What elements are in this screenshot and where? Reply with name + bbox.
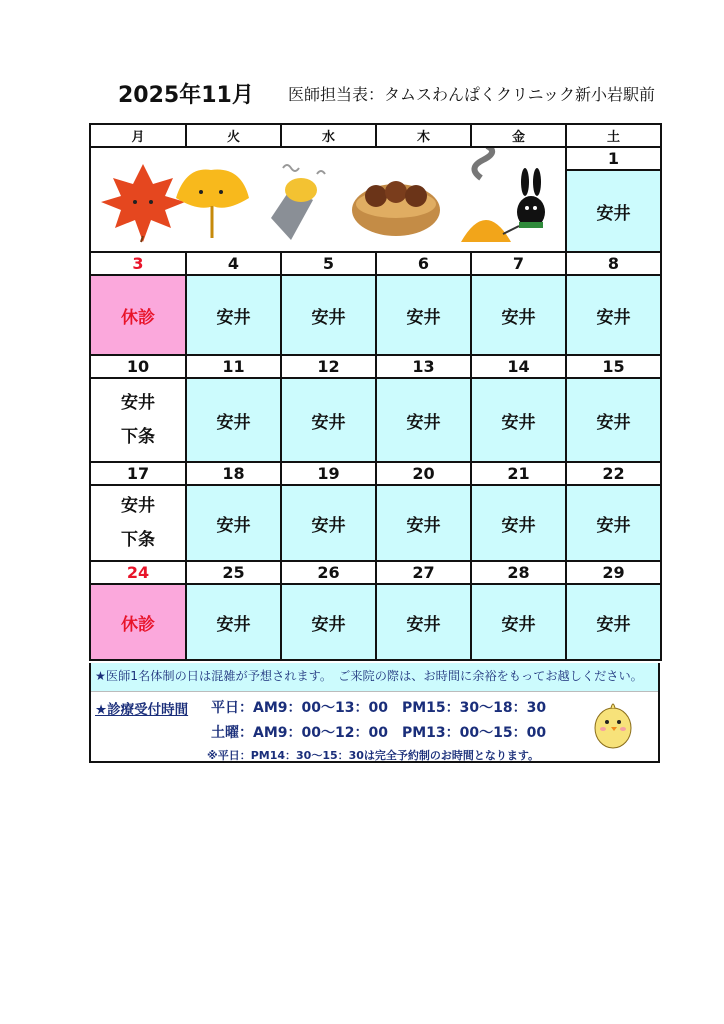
two-doctor-cell xyxy=(90,378,186,462)
weekday-wed: 水 xyxy=(281,124,376,147)
date-cell: 19 xyxy=(281,462,376,485)
weekday-sat: 土 xyxy=(566,124,661,147)
weekday-fri: 金 xyxy=(471,124,566,147)
date-cell: 21 xyxy=(471,462,566,485)
two-doctor-cell xyxy=(90,485,186,561)
date-cell: 29 xyxy=(566,561,661,584)
doctor-cell: 安井 xyxy=(186,584,281,660)
date-row xyxy=(90,252,661,275)
date-row xyxy=(90,462,661,485)
date-cell: 15 xyxy=(566,355,661,378)
weekday-hours: 平日：AM9：00〜13：00 PM15：30〜18：30 xyxy=(211,700,547,716)
date-cell: 13 xyxy=(376,355,471,378)
calendar-table xyxy=(89,123,662,661)
doctor-name-second: 下条 xyxy=(121,530,155,550)
page-title-month: 2025年11月 xyxy=(118,83,254,108)
doctor-cell: 安井 xyxy=(281,378,376,462)
reservation-note: ※平日：PM14：30〜15：30は完全予約制のお時間となります。 xyxy=(207,749,540,762)
date-cell: 3 xyxy=(90,252,186,275)
maple-leaves-icon xyxy=(101,164,185,242)
doctor-cell: 安井 xyxy=(376,378,471,462)
date-cell: 11 xyxy=(186,355,281,378)
saturday-hours: 土曜：AM9：00〜12：00 PM13：00〜15：00 xyxy=(211,725,547,741)
doctor-cell: 安井 xyxy=(376,584,471,660)
doctor-row xyxy=(90,275,661,355)
autumn-illustration-svg xyxy=(91,148,566,247)
date-cell: 20 xyxy=(376,462,471,485)
doctor-cell: 安井 xyxy=(566,584,661,660)
doctor-row xyxy=(90,485,661,561)
doctor-name-second: 下条 xyxy=(121,427,155,447)
weekday-header-row xyxy=(90,124,661,147)
doctor-cell: 安井 xyxy=(566,485,661,561)
doctor-cell: 安井 xyxy=(471,378,566,462)
chick-mascot-icon xyxy=(591,696,635,752)
date-cell: 6 xyxy=(376,252,471,275)
weekday-thu: 木 xyxy=(376,124,471,147)
date-cell: 24 xyxy=(90,561,186,584)
closed-cell: 休診 xyxy=(90,584,186,660)
reception-hours xyxy=(91,692,658,762)
date-cell: 5 xyxy=(281,252,376,275)
date-cell: 18 xyxy=(186,462,281,485)
date-cell: 7 xyxy=(471,252,566,275)
doctor-cell: 安井 xyxy=(186,378,281,462)
doctor-name: 安井 xyxy=(121,496,155,516)
ginkgo-leaf-icon xyxy=(176,170,249,238)
autumn-illustration-banner xyxy=(90,147,566,252)
doctor-row xyxy=(90,378,661,462)
doctor-cell: 安井 xyxy=(186,485,281,561)
date-cell: 8 xyxy=(566,252,661,275)
doctor-cell: 安井 xyxy=(281,275,376,355)
footer-box xyxy=(89,663,660,763)
date-row xyxy=(90,561,661,584)
date-cell: 26 xyxy=(281,561,376,584)
date-cell: 28 xyxy=(471,561,566,584)
date-cell: 22 xyxy=(566,462,661,485)
date-cell: 25 xyxy=(186,561,281,584)
date-cell: 27 xyxy=(376,561,471,584)
doctor-cell: 安井 xyxy=(566,275,661,355)
chestnut-basket-icon xyxy=(352,181,440,236)
doctor-cell: 安井 xyxy=(376,485,471,561)
doctor-cell: 安井 xyxy=(471,584,566,660)
date-cell: 17 xyxy=(90,462,186,485)
date-cell: 14 xyxy=(471,355,566,378)
roasted-sweet-potato-icon xyxy=(271,165,325,240)
doctor-cell: 安井 xyxy=(566,170,661,252)
doctor-name: 安井 xyxy=(121,393,155,413)
crowding-note: ★医師1名体制の日は混雑が予想されます。 ご来院の際は、お時間に余裕をもってお越しください。 xyxy=(91,663,658,692)
date-cell: 10 xyxy=(90,355,186,378)
date-cell: 12 xyxy=(281,355,376,378)
date-cell: 1 xyxy=(566,147,661,170)
doctor-row xyxy=(90,584,661,660)
reception-hours-label: ★診療受付時間 xyxy=(95,702,189,718)
doctor-cell: 安井 xyxy=(186,275,281,355)
weekday-mon: 月 xyxy=(90,124,186,147)
doctor-cell: 安井 xyxy=(281,584,376,660)
closed-cell: 休診 xyxy=(90,275,186,355)
leaf-bonfire-rabbit-icon xyxy=(461,148,545,242)
doctor-cell: 安井 xyxy=(471,275,566,355)
date-cell: 4 xyxy=(186,252,281,275)
page-title-subtitle: 医師担当表：タムスわんぱくクリニック新小岩駅前 xyxy=(288,85,656,104)
doctor-cell: 安井 xyxy=(281,485,376,561)
doctor-cell: 安井 xyxy=(376,275,471,355)
doctor-cell: 安井 xyxy=(566,378,661,462)
weekday-tue: 火 xyxy=(186,124,281,147)
doctor-cell: 安井 xyxy=(471,485,566,561)
date-row xyxy=(90,355,661,378)
